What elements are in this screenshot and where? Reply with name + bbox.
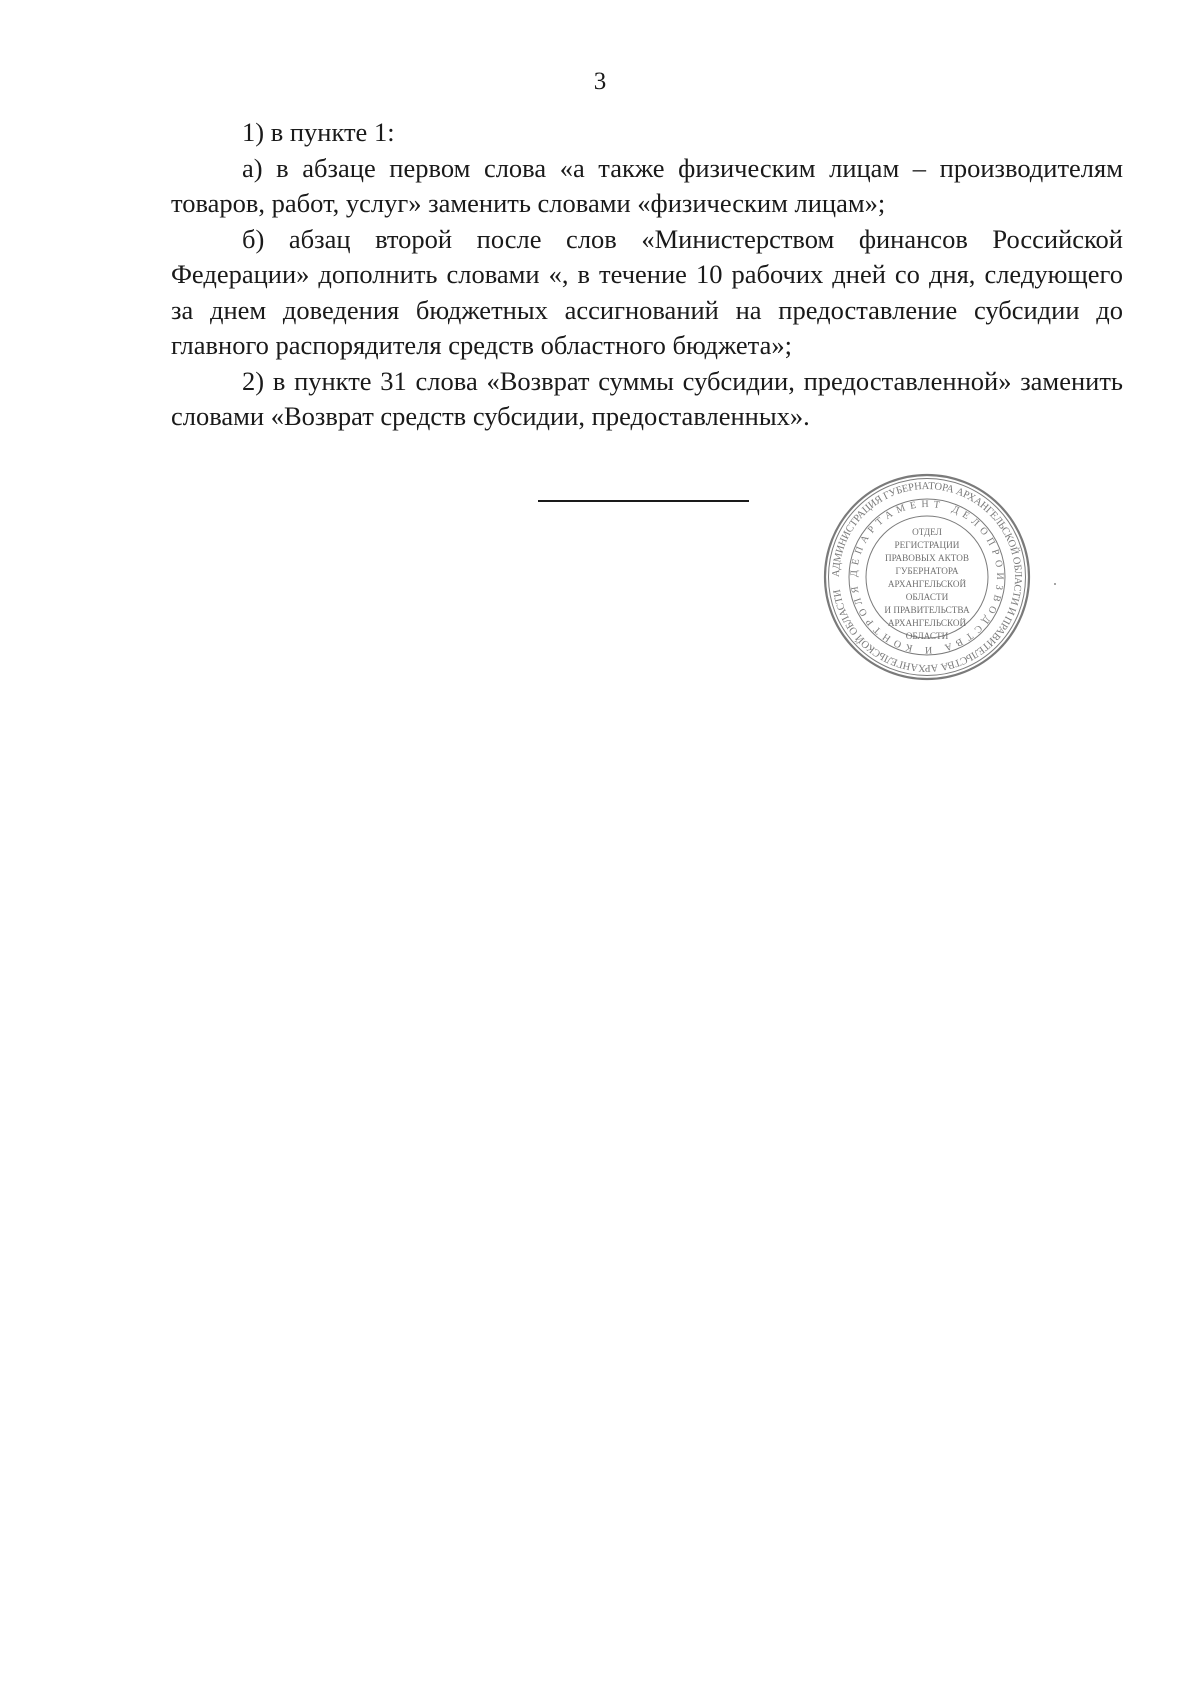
stamp-center-line: ПРАВОВЫХ АКТОВ (884, 553, 970, 563)
scan-speck (1054, 583, 1056, 585)
page-number: 3 (593, 68, 607, 95)
stamp-center-line: АРХАНГЕЛЬСКОЙ (887, 618, 967, 628)
stamp-center-line: РЕГИСТРАЦИИ (894, 540, 960, 550)
stamp-center-line: И ПРАВИТЕЛЬСТВА (884, 605, 970, 615)
stamp-center-line: ОБЛАСТИ (905, 592, 949, 602)
paragraph-item-1: 1) в пункте 1: (242, 117, 395, 147)
paragraph-item-2: 2) в пункте 31 слова «Возврат суммы субсидии, предоставленной» заменить словами «Возврат средств субсидии, предоставленных». (171, 365, 1123, 431)
stamp-center-text (884, 527, 970, 641)
paragraph-subitem-a: а) в абзаце первом слова «а также физическим лицам – производителям товаров, работ, услуг» заменить словами «физическим лицам»; (171, 152, 1123, 218)
document-body (171, 115, 1123, 435)
stamp-outer-text: АДМИНИСТРАЦИЯ ГУБЕРНАТОРА АРХАНГЕЛЬСКОЙ ОБЛАСТИ И ПРАВИТЕЛЬСТВА АРХАНГЕЛЬСКОЙ ОБЛАСТИ (830, 480, 1024, 674)
stamp-center-line: ОБЛАСТИ (905, 631, 949, 641)
separator-line (538, 500, 749, 502)
stamp-center-line: ОТДЕЛ (912, 527, 942, 537)
stamp-center-line: ГУБЕРНАТОРА (895, 566, 959, 576)
paragraph-subitem-b: б) абзац второй после слов «Министерством финансов Российской Федерации» дополнить словами «, в течение 10 рабочих дней со дня, следующего за днем доведения бюджетных ассигнований на предоставление субсидии до главного распорядителя средств областного бюджета»; (171, 223, 1123, 360)
official-stamp (822, 472, 1032, 682)
stamp-center-line: АРХАНГЕЛЬСКОЙ (887, 579, 967, 589)
stamp-inner-ring-text: ДЕПАРТАМЕНТ ДЕЛОПРОИЗВОДСТВА И КОНТРОЛЯ (848, 498, 1006, 656)
